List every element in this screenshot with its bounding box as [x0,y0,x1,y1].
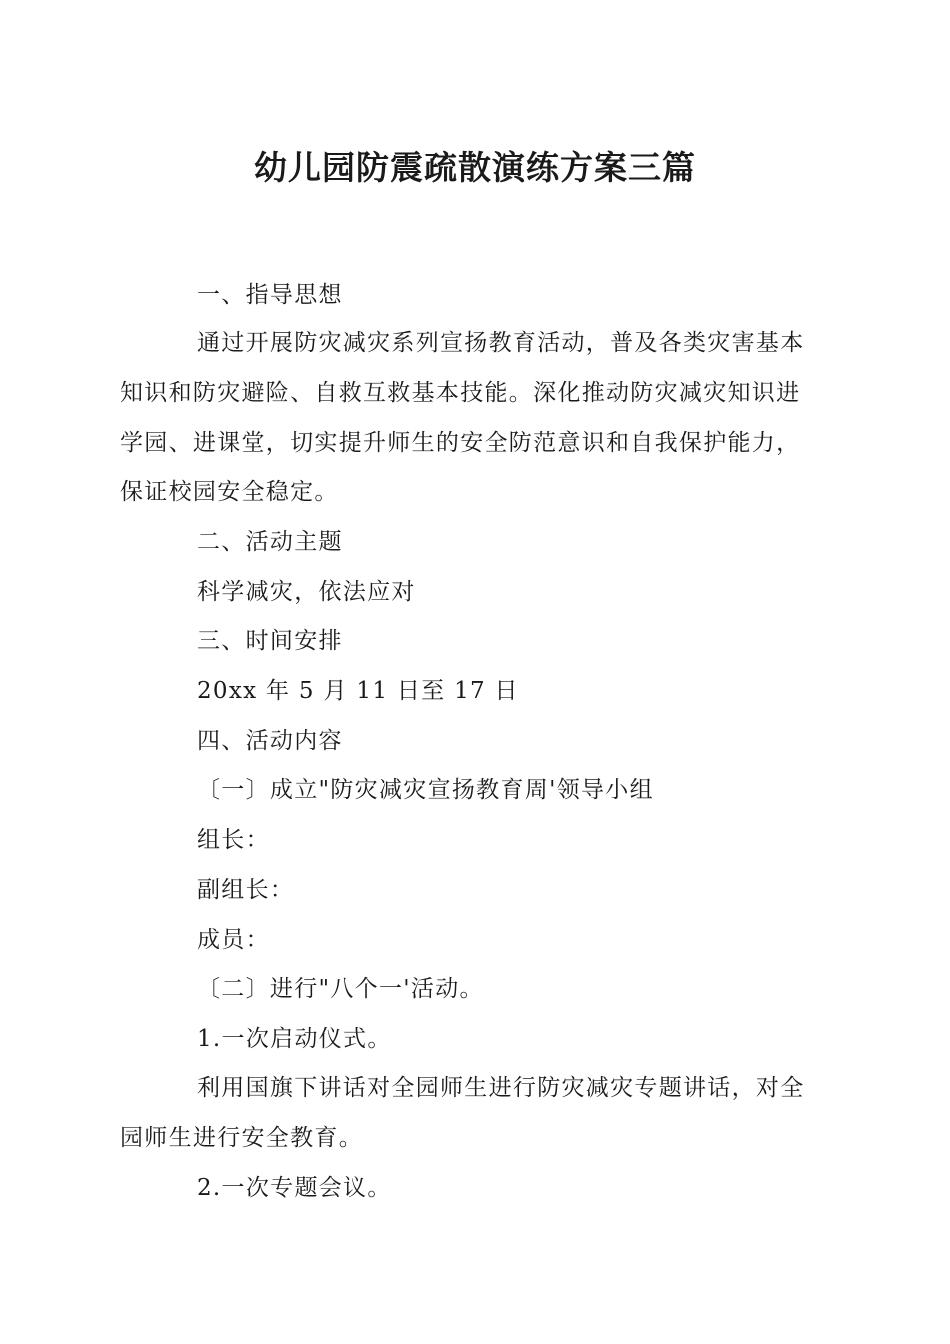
paragraph-line: 成员： [197,927,270,953]
paragraph-line: 科学减灾，依法应对 [197,579,416,605]
list-item: 2.一次专题会议。 [197,1175,392,1201]
paragraph-line: 通过开展防灾减灾系列宣扬教育活动，普及各类灾害基本 [197,330,805,356]
paragraph-line: 利用国旗下讲话对全园师生进行防灾减灾专题讲话，对全 [197,1075,805,1101]
paragraph-line: 副组长： [197,877,295,903]
heading-schedule: 三、时间安排 [197,628,343,654]
heading-activity-content: 四、活动内容 [197,728,343,754]
heading-guiding-thought: 一、指导思想 [197,282,343,308]
document-title: 幼儿园防震疏散演练方案三篇 [254,148,696,187]
list-item: 1.一次启动仪式。 [197,1026,392,1052]
paragraph-line: 组长： [197,827,270,853]
paragraph-line: 知识和防灾避险、自救互救基本技能。深化推动防灾减灾知识进 [120,380,801,406]
paragraph-line: 20xx 年 5 月 11 日至 17 日 [197,678,519,704]
paragraph-line: 学园、进课堂，切实提升师生的安全防范意识和自我保护能力， [120,430,801,456]
subheading: 〔一〕成立"防灾减灾宣扬教育周'领导小组 [197,777,654,803]
subheading: 〔二〕进行"八个一'活动。 [197,976,484,1002]
heading-activity-theme: 二、活动主题 [197,529,343,555]
paragraph-line: 保证校园安全稳定。 [120,479,339,505]
paragraph-line: 园师生进行安全教育。 [120,1125,363,1151]
